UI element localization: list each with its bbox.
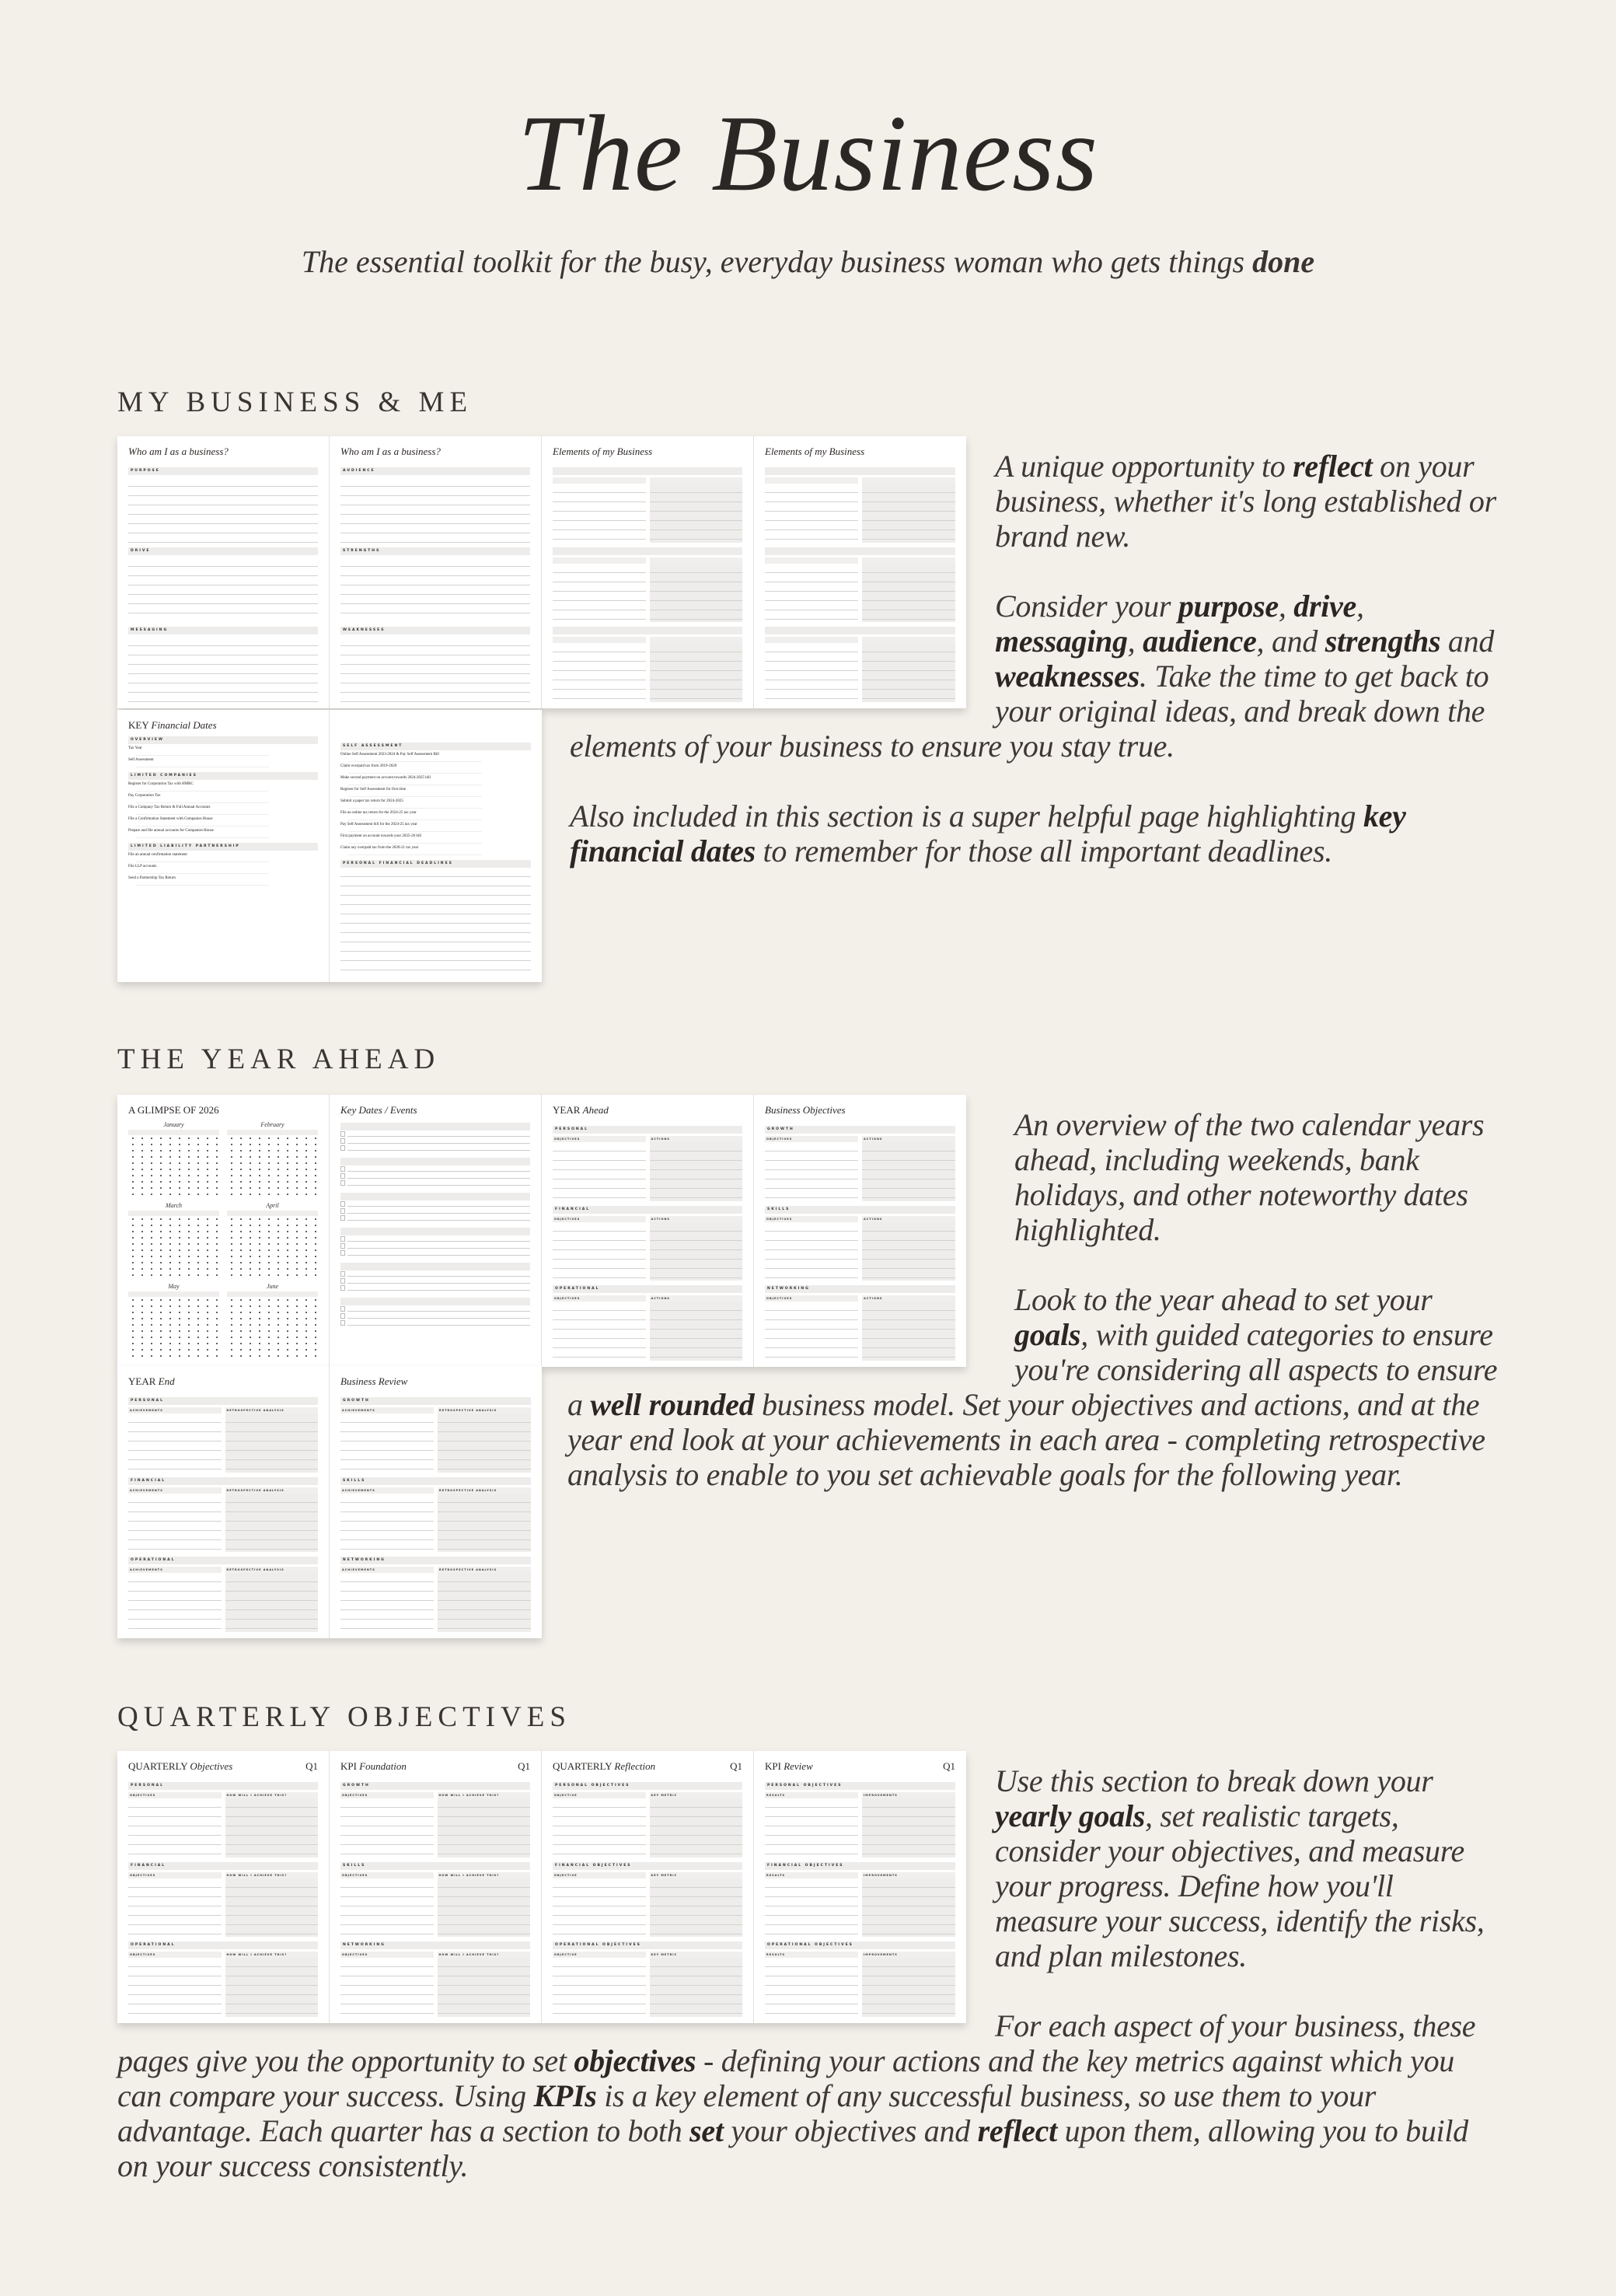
page-title: The Business: [518, 93, 1098, 214]
date-item: Prepare and file annual accounts for Companies House: [128, 829, 214, 833]
paragraph-text: For each aspect of your business, these pages give you the opportunity to set: [117, 2008, 1476, 2078]
date-item: Pay Self Assessment bill for the 2024-25 tax year: [340, 823, 417, 826]
column-header: ACTIONS: [650, 1295, 743, 1302]
paragraph-text: your objectives and: [723, 2113, 978, 2148]
section-label: FINANCIAL: [128, 1862, 318, 1870]
column-header: OBJECTIVES: [553, 1216, 646, 1222]
column-header: HOW WILL I ACHIEVE THIS?: [225, 1872, 319, 1878]
title-caps: YEAR: [128, 1375, 159, 1387]
column-header: ACTIONS: [862, 1136, 955, 1142]
column-header: OBJECTIVES: [340, 1872, 434, 1878]
emphasis-text: messaging: [995, 624, 1128, 659]
date-item: File a Confirmation Statement with Companies House: [128, 817, 213, 821]
emphasis-text: reflect: [977, 2113, 1057, 2148]
date-item: Pay Corporation Tax: [128, 794, 161, 798]
column-header: OBJECTIVES: [128, 1952, 222, 1958]
column-header: KEY METRIC: [650, 1792, 743, 1798]
section-heading-my-business: MY BUSINESS & ME: [117, 386, 473, 418]
section-paragraph: [117, 2008, 1501, 2183]
column-header: OBJECTIVES: [128, 1872, 222, 1878]
title-caps: QUARTERLY: [128, 1760, 190, 1772]
section-label: PERSONAL: [553, 1126, 742, 1134]
title-italic: Who am I as a business?: [340, 446, 441, 457]
column-header: OBJECTIVES: [340, 1952, 434, 1958]
section-label: FINANCIAL OBJECTIVES: [553, 1862, 742, 1870]
column-header: RETROSPECTIVE ANALYSIS: [225, 1567, 319, 1573]
emphasis-text: purpose: [1178, 589, 1279, 624]
column-header: ACHIEVEMENTS: [128, 1487, 222, 1494]
date-item: File LLP accounts: [128, 865, 157, 868]
section-label: MESSAGING: [128, 627, 318, 634]
paragraph-text: . Take the time to get back to your original ideas, and break down the elements of your business to ensure you stay true.: [570, 659, 1489, 764]
date-item: File an annual confirmation statement: [128, 853, 187, 857]
emphasis-text: weaknesses: [995, 659, 1140, 694]
section-label: DRIVE: [128, 547, 318, 555]
date-item: Claim overpaid tax from 2019-2020: [340, 764, 397, 768]
paragraph-text: An overview of the two calendar years ahead, including weekends, bank holidays, and other noteworthy dates highlighted.: [1014, 1107, 1485, 1247]
column-header: ACHIEVEMENTS: [340, 1567, 434, 1573]
section-label: GROWTH: [765, 1126, 955, 1134]
section-label: GROWTH: [340, 1782, 530, 1790]
section-label: OPERATIONAL OBJECTIVES: [765, 1941, 955, 1949]
date-item: Self Assessment: [128, 758, 154, 762]
section-label: GROWTH: [340, 1397, 531, 1405]
section-label: PERSONAL: [128, 1397, 318, 1405]
emphasis-text: reflect: [1293, 449, 1373, 484]
section-label: STRENGTHS: [340, 547, 530, 555]
section-label: PERSONAL OBJECTIVES: [765, 1782, 955, 1790]
emphasis-text: yearly goals: [995, 1798, 1146, 1833]
month-name: February: [260, 1121, 284, 1128]
title-italic: Ahead: [582, 1104, 609, 1116]
title-italic: Business Review: [340, 1375, 408, 1387]
date-item: File an online tax return for the 2024-25 tax year: [340, 811, 417, 815]
column-header: OBJECTIVES: [765, 1136, 858, 1142]
section-label: OPERATIONAL: [128, 1941, 318, 1949]
subtitle-emphasis: done: [1252, 244, 1315, 279]
section-text-year-ahead: [117, 1095, 1501, 1640]
paragraph-text: ,: [1278, 589, 1294, 624]
paragraph-text: Use this section to break down your: [995, 1763, 1433, 1798]
paragraph-text: ,: [1127, 624, 1143, 659]
column-header: KEY METRIC: [650, 1952, 743, 1958]
column-header: HOW WILL I ACHIEVE THIS?: [438, 1872, 531, 1878]
date-item: First payment on account towards your 2025-26 bill: [340, 834, 422, 838]
paragraph-text: Consider your: [995, 589, 1178, 624]
column-header: ACHIEVEMENTS: [128, 1407, 222, 1414]
paragraph-text: and: [1440, 624, 1495, 659]
date-item: Register for Self Assessment for first time: [340, 788, 407, 792]
date-group-label: LIMITED COMPANIES: [128, 772, 318, 780]
column-header: ACTIONS: [862, 1216, 955, 1222]
date-item: Online Self Assessment 2023-2024 & Pay Self Assessment Bill: [340, 753, 439, 757]
title-italic: Objectives: [190, 1760, 233, 1772]
paragraph-text: on your business, whether it's long established or brand new.: [995, 449, 1496, 554]
paragraph-text: Also included in this section is a super helpful page highlighting: [570, 799, 1363, 833]
month-name: April: [266, 1202, 279, 1209]
section-label: PERSONAL OBJECTIVES: [553, 1782, 742, 1790]
title-italic: Elements of my Business: [553, 446, 653, 457]
column-header: KEY METRIC: [650, 1872, 743, 1878]
column-header: OBJECTIVES: [765, 1295, 858, 1302]
paragraph-text: is a key element of any successful business, so use them to your advantage. Each quarter has a section to both: [117, 2078, 1377, 2148]
date-group-label: LIMITED LIABILITY PARTNERSHIP: [128, 843, 318, 851]
quarter-label: Q1: [943, 1760, 955, 1772]
month-name: May: [168, 1283, 180, 1290]
date-item: Make second payment on account towards 2024-2025 bill: [340, 776, 431, 780]
date-group-label: SELF ASSESSMENT: [340, 743, 531, 750]
column-header: HOW WILL I ACHIEVE THIS?: [438, 1952, 531, 1958]
title-italic: Business Objectives: [765, 1104, 846, 1116]
date-item: Tax Year: [128, 746, 142, 750]
column-header: ACHIEVEMENTS: [128, 1567, 222, 1573]
section-label: AUDIENCE: [340, 467, 530, 475]
column-header: OBJECTIVES: [128, 1792, 222, 1798]
title-italic: Elements of my Business: [765, 446, 865, 457]
column-header: RETROSPECTIVE ANALYSIS: [225, 1487, 319, 1494]
emphasis-text: audience: [1143, 624, 1257, 659]
subtitle-text: The essential toolkit for the busy, everyday business woman who gets things: [301, 244, 1253, 279]
paragraph-text: Look to the year ahead to set your: [1014, 1282, 1433, 1317]
paragraph-text: ,: [1356, 589, 1364, 624]
title-caps: KPI: [765, 1760, 784, 1772]
column-header: HOW WILL I ACHIEVE THIS?: [438, 1792, 531, 1798]
section-label: SKILLS: [765, 1206, 955, 1214]
column-header: OBJECTIVES: [340, 1792, 434, 1798]
column-header: RETROSPECTIVE ANALYSIS: [438, 1567, 531, 1573]
title-italic: Reflection: [614, 1760, 656, 1772]
column-header: ACTIONS: [650, 1136, 743, 1142]
paragraph-text: A unique opportunity to: [995, 449, 1293, 484]
quarter-label: Q1: [518, 1760, 530, 1772]
column-header: HOW WILL I ACHIEVE THIS?: [225, 1792, 319, 1798]
paragraph-text: , set realistic targets, consider your objectives, and measure your progress. Define how you'll measure your success, identify the risks, and plan milestones.: [995, 1798, 1485, 1973]
month-name: March: [165, 1202, 183, 1209]
column-header: IMPROVEMENTS: [862, 1952, 955, 1958]
paragraph-text: , with guided categories to ensure you're considering all aspects to ensure a: [567, 1317, 1498, 1422]
section-label: PURPOSE: [128, 467, 318, 475]
section-label: OPERATIONAL OBJECTIVES: [553, 1941, 742, 1949]
column-header: IMPROVEMENTS: [862, 1872, 955, 1878]
section-heading-quarterly: QUARTERLY OBJECTIVES: [117, 1701, 571, 1733]
column-header: HOW WILL I ACHIEVE THIS?: [225, 1952, 319, 1958]
date-group-label: PERSONAL FINANCIAL DEADLINES: [340, 860, 531, 868]
column-header: OBJECTIVES: [765, 1216, 858, 1222]
emphasis-text: well rounded: [590, 1387, 755, 1422]
page-subtitle: [0, 243, 1616, 281]
column-header: ACHIEVEMENTS: [340, 1487, 434, 1494]
section-label: NETWORKING: [340, 1941, 530, 1949]
section-label: NETWORKING: [340, 1557, 531, 1564]
date-item: Claim any overpaid tax from the 2020-21 tax year: [340, 846, 419, 850]
column-header: OBJECTIVES: [553, 1136, 646, 1142]
column-header: OBJECTIVE: [553, 1952, 646, 1958]
section-label: SKILLS: [340, 1862, 530, 1870]
column-header: OBJECTIVE: [553, 1792, 646, 1798]
section-label: FINANCIAL OBJECTIVES: [765, 1862, 955, 1870]
column-header: ACHIEVEMENTS: [340, 1407, 434, 1414]
column-header: OBJECTIVE: [553, 1872, 646, 1878]
title-caps: YEAR: [553, 1104, 583, 1116]
date-item: Register for Corporation Tax with HMRC: [128, 782, 194, 786]
paragraph-text: - defining your actions and the key metrics against which you can compare your success. Using: [117, 2043, 1454, 2113]
emphasis-text: KPIs: [533, 2078, 597, 2113]
date-group-label: OVERVIEW: [128, 736, 318, 744]
section-label: SKILLS: [340, 1477, 531, 1485]
column-header: RESULTS: [765, 1792, 858, 1798]
section-label: NETWORKING: [765, 1285, 955, 1293]
column-header: RETROSPECTIVE ANALYSIS: [438, 1407, 531, 1414]
quarter-label: Q1: [305, 1760, 318, 1772]
emphasis-text: key financial dates: [570, 799, 1406, 868]
column-header: RESULTS: [765, 1952, 858, 1958]
section-label: FINANCIAL: [553, 1206, 742, 1214]
column-header: RETROSPECTIVE ANALYSIS: [438, 1487, 531, 1494]
column-header: IMPROVEMENTS: [862, 1792, 955, 1798]
paragraph-text: , and: [1256, 624, 1325, 659]
date-item: Submit a paper tax return for 2024-2025: [340, 799, 403, 803]
title-caps: QUARTERLY: [553, 1760, 615, 1772]
title-italic: End: [158, 1375, 175, 1387]
emphasis-text: objectives: [574, 2043, 696, 2078]
section-label: WEAKNESSES: [340, 627, 530, 634]
emphasis-text: strengths: [1325, 624, 1441, 659]
title-italic: Financial Dates: [151, 719, 217, 731]
title-italic: Key Dates / Events: [340, 1104, 417, 1116]
title-caps: KEY: [128, 719, 152, 731]
title-italic: Foundation: [359, 1760, 407, 1772]
title-caps: KPI: [340, 1760, 360, 1772]
title-italic: Review: [784, 1760, 813, 1772]
month-name: January: [163, 1121, 184, 1128]
section-text-quarterly: [117, 1751, 1501, 2218]
section-label: OPERATIONAL: [553, 1285, 742, 1293]
section-text-my-business: [117, 436, 1501, 982]
section-heading-year-ahead: THE YEAR AHEAD: [117, 1043, 441, 1075]
section-label: PERSONAL: [128, 1782, 318, 1790]
title-italic: Who am I as a business?: [128, 446, 229, 457]
paragraph-text: business model. Set your objectives and actions, and at the year end look at your achievements in each area - completing retrospective analysis to enable to you set achievable goals for the following year.: [567, 1387, 1485, 1492]
column-header: ACTIONS: [650, 1216, 743, 1222]
date-item: File a Company Tax Return & Full Annual Accounts: [128, 806, 211, 809]
section-label: FINANCIAL: [128, 1477, 318, 1485]
month-name: June: [266, 1283, 279, 1290]
emphasis-text: drive: [1293, 589, 1356, 624]
section-label: OPERATIONAL: [128, 1557, 318, 1564]
paragraph-text: upon them, allowing you to build on your success consistently.: [117, 2113, 1468, 2183]
paragraph-text: to remember for those all important deadlines.: [755, 833, 1332, 868]
emphasis-text: set: [689, 2113, 724, 2148]
column-header: RESULTS: [765, 1872, 858, 1878]
quarter-label: Q1: [730, 1760, 742, 1772]
date-item: Send a Partnership Tax Return: [128, 876, 176, 880]
column-header: RETROSPECTIVE ANALYSIS: [225, 1407, 319, 1414]
column-header: ACTIONS: [862, 1295, 955, 1302]
title-caps: A GLIMPSE OF 2026: [128, 1104, 219, 1116]
column-header: OBJECTIVES: [553, 1295, 646, 1302]
emphasis-text: goals: [1014, 1317, 1081, 1352]
